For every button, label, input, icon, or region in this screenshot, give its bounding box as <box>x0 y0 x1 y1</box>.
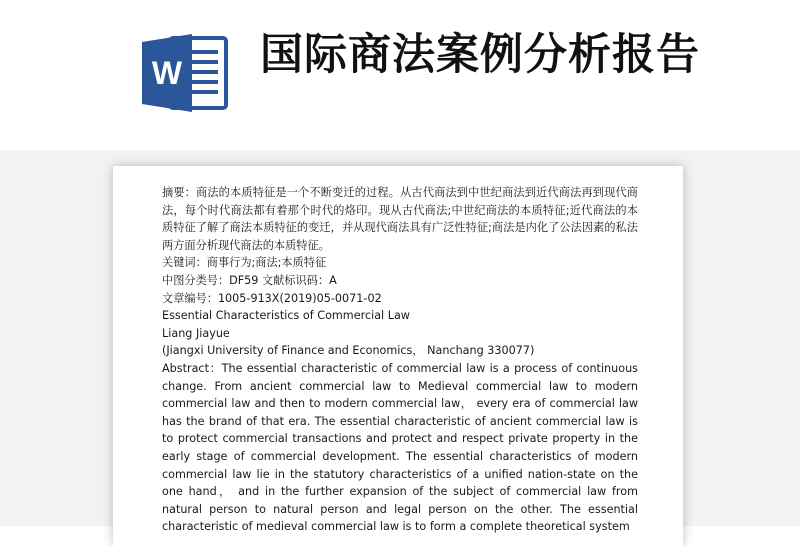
svg-text:W: W <box>151 55 183 91</box>
document-content <box>162 184 638 536</box>
keywords: 关键词：商事行为;商法;本质特征 <box>162 256 327 270</box>
abstract-en: Abstract：The essential characteristic of commercial law is a process of continuous change. From ancient commercial law to Medieval commercial law to modern commercial law and then to modern commercial law， every era of commercial law has the brand of that era. The essential characteristic of ancient commercial law is to protect commercial transactions and protect and respect private property in the early stage of commercial development. The essential characteristics of modern commercial law lie in the statutory characteristics of a unified nation-state on the one hand， and in the further expansion of the subject of commercial law from natural person to natural person and legal person on the other. The essential characteristic of medieval commercial law is to form a complete theoretical system <box>162 361 638 534</box>
classification: 中图分类号：DF59 文献标识码：A <box>162 273 337 287</box>
affiliation: (Jiangxi University of Finance and Economics， Nanchang 330077) <box>162 344 535 358</box>
author: Liang Jiayue <box>162 326 230 340</box>
word-document-icon <box>140 30 232 114</box>
english-title: Essential Characteristics of Commercial Law <box>162 309 410 323</box>
article-number: 文章编号：1005-913X(2019)05-0071-02 <box>162 291 382 305</box>
header-band <box>0 0 800 150</box>
abstract-cn: 摘要：商法的本质特征是一个不断变迁的过程。从古代商法到中世纪商法到近代商法再到现代商法，每个时代商法都有着那个时代的烙印。现从古代商法;中世纪商法的本质特征;近代商法的本质特征了解了商法本质特征的变迁，并从现代商法具有广泛性特征;商法是内化了公法因素的私法两方面分析现代商法的本质特征。 <box>162 186 638 252</box>
page-title: 国际商法案例分析报告 <box>260 30 700 80</box>
